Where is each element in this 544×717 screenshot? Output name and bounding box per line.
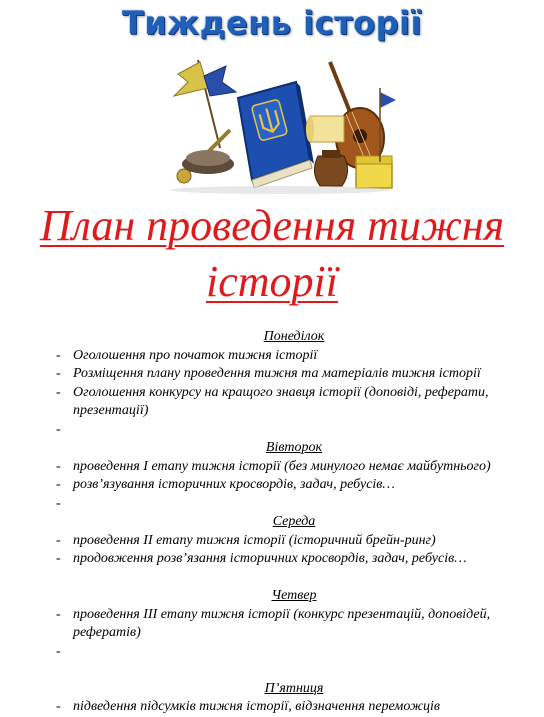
- dash-marker: -: [56, 347, 61, 363]
- list-item: [56, 421, 532, 440]
- dash-marker: -: [56, 551, 61, 566]
- list-item: [56, 365, 532, 384]
- scroll-icon: [306, 116, 344, 142]
- item-text: Оголошення про початок тижня історії: [73, 347, 318, 363]
- dash-marker: -: [56, 477, 61, 492]
- blue-flag-icon: [204, 66, 236, 96]
- dash-marker: -: [56, 643, 61, 659]
- list-item: [56, 532, 532, 551]
- list-item: [56, 550, 532, 569]
- item-text: підведення підсумків тижня історії, відзначення переможців: [73, 699, 440, 714]
- day-heading-monday: Понеділок: [263, 329, 325, 344]
- history-illustration: [160, 52, 400, 194]
- item-text: Оголошення конкурсу на кращого знавця історії (доповіді, реферати, презентації): [73, 384, 489, 418]
- dash-marker: -: [56, 384, 61, 400]
- schedule: [56, 328, 532, 717]
- banner-title: Тиждень історії: [122, 4, 422, 42]
- list-item: [56, 476, 532, 495]
- item-text: Розміщення плану проведення тижня та матеріалів тижня історії: [73, 366, 481, 381]
- day-heading-tuesday: Вівторок: [265, 440, 323, 455]
- page-title: План проведення тижня історії: [39, 201, 505, 306]
- list-item: [56, 495, 532, 514]
- list-item: [56, 643, 532, 662]
- list-item: [56, 606, 532, 643]
- day-heading-thursday: Четвер: [271, 588, 317, 603]
- list-item: [56, 384, 532, 421]
- item-text: продовження розв’язання історичних кросвордів, задач, ребусів…: [73, 551, 467, 566]
- item-text: розв’язування історичних кросвордів, задач, ребусів…: [73, 477, 395, 492]
- book-icon: [238, 82, 314, 188]
- list-item: [56, 347, 532, 366]
- list-item: [56, 698, 532, 717]
- dash-marker: -: [56, 458, 61, 474]
- spacer: [56, 569, 532, 588]
- spacer: [56, 661, 532, 680]
- dash-marker: -: [56, 699, 61, 714]
- list-item: [56, 458, 532, 477]
- dash-marker: -: [56, 421, 61, 437]
- item-text: проведення І етапу тижня історії (без минулого немає майбутнього): [73, 458, 491, 474]
- chest-icon: [356, 156, 392, 188]
- yellow-flag-icon: [174, 62, 208, 96]
- item-text: проведення ІІІ етапу тижня історії (конкурс презентацій, доповідей, рефератів): [73, 606, 491, 640]
- dash-marker: -: [56, 366, 61, 381]
- dash-marker: -: [56, 606, 61, 622]
- item-text: проведення ІІ етапу тижня історії (історичний брейн-ринг): [73, 532, 436, 548]
- day-heading-friday: П’ятниця: [264, 680, 324, 696]
- dash-marker: -: [56, 495, 61, 511]
- day-heading-wednesday: Середа: [272, 514, 316, 529]
- dash-marker: -: [56, 532, 61, 548]
